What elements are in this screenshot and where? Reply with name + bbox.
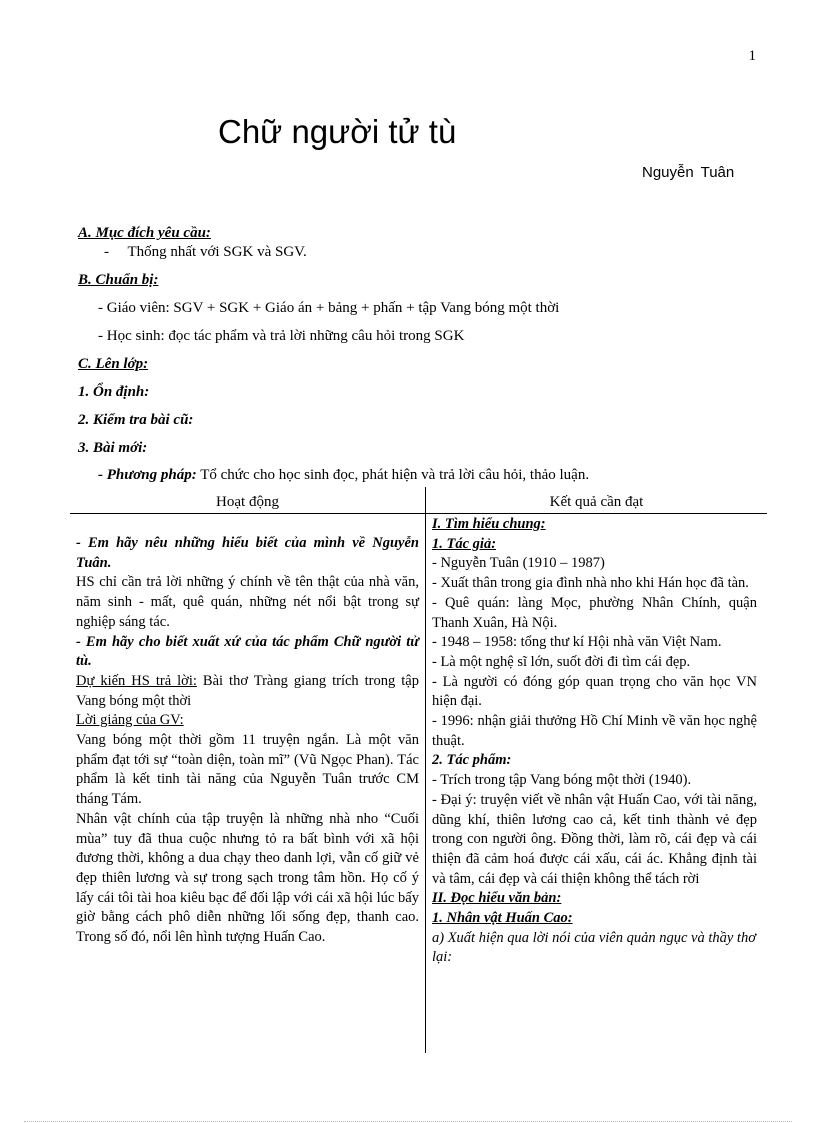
section-b-item-student: - Học sinh: đọc tác phẩm và trả lời những câu hỏi trong SGK [98, 328, 465, 344]
document-title: Chữ người tử tù [218, 113, 457, 150]
question-origin: - Em hãy cho biết xuất xứ của tác phẩm Chữ người tử tù. [76, 633, 419, 670]
document-author: Nguyễn Tuân [642, 164, 735, 181]
author-years: - Nguyễn Tuân (1910 – 1987) [432, 555, 605, 572]
huan-cao-appearance: a) Xuất hiện qua lời nói của viên quản ngục và thầy thơ lại: [432, 929, 756, 966]
table-header-divider [70, 513, 767, 514]
method-text: Tổ chức cho học sinh đọc, phát hiện và trả lời câu hỏi, thảo luận. [196, 467, 590, 483]
table-right-column [432, 515, 757, 968]
section-b-item-teacher: - Giáo viên: SGV + SGK + Giáo án + bảng + phấn + tập Vang bóng một thời [98, 300, 560, 316]
author-background: - Xuất thân trong gia đình nhà nho khi Hán học đã tàn. [432, 575, 749, 592]
teacher-lecture-para-1: Vang bóng một thời gồm 11 truyện ngắn. Là một văn phẩm đạt tới sự “toàn diện, toàn mĩ” (Vũ Ngọc Phan). Tác phẩm là kết tinh tài năng của Nguyễn Tuân trước CM tháng Tám. [76, 732, 419, 808]
table-header-activity: Hoạt động [216, 494, 279, 510]
author-award: - 1996: nhận giải thưởng Hồ Chí Minh về văn học nghệ thuật. [432, 713, 757, 749]
heading-general-understanding: I. Tìm hiểu chung: [432, 516, 546, 532]
page-number: 1 [748, 48, 756, 64]
section-c2: 2. Kiểm tra bài cũ: [78, 412, 194, 428]
table-header-results: Kết quả cần đạt [549, 494, 644, 510]
method-label: - Phương pháp: [98, 467, 197, 483]
expected-answer-label: Dự kiến HS trả lời: [76, 672, 197, 689]
question-author: - Em hãy nêu những hiểu biết của mình về Nguyễn Tuân. [76, 535, 419, 571]
expected-answer-text: Bài thơ Tràng giang trích trong tập Vang bóng một thời [76, 672, 419, 709]
teacher-lecture-para-2: Nhân vật chính của tập truyện là những nhà nho “Cuối mùa” tuy đã thua cuộc nhưng tỏ ra bất bình với xã hội đương thời, không a dua chạy theo danh lợi, vẫn cố giữ vẻ đẹp thiên lương và sự trong sạch trong tâm hồn. Họ cố ý lấy cái tôi tài hoa kiêu bạc để đối lập với cái xã hội lúc bấy giờ bằng cách phô diễn những lối sống đẹp, thanh cao. Trong số đó, nổi lên hình tượng Huấn Cao. [76, 810, 419, 946]
section-a-heading: A. Mục đích yêu cầu: [78, 225, 211, 241]
heading-author: 1. Tác giả: [432, 535, 497, 552]
answer-author: HS chỉ cần trả lời những ý chính về tên thật của nhà văn, năm sinh - mất, quê quán, những nét nổi bật trong sự nghiệp sáng tác. [76, 574, 419, 630]
heading-text-reading: II. Đọc hiểu văn bản: [432, 890, 562, 907]
work-summary: - Đại ý: truyện viết về nhân vật Huấn Cao, với tài năng, dũng khí, thiên lương cao cả, kết tinh thành vẻ đẹp trong con người ông. Đồng thời, làm rõ, cái đẹp và cái thiện đã cảm hoá được cái xấu, cái ác. Khẳng định tài và tâm, cái đẹp và cái thiện không thể tách rời [432, 791, 757, 887]
table-column-divider [425, 487, 426, 1053]
expected-answer [76, 672, 419, 711]
page-bottom-edge [24, 1121, 792, 1122]
section-c3: 3. Bài mới: [78, 440, 148, 456]
work-source: - Trích trong tập Vang bóng một thời (1940). [432, 772, 692, 789]
section-b-heading: B. Chuẩn bị: [78, 272, 159, 288]
author-contribution: - Là người có đóng góp quan trọng cho văn học VN hiện đại. [432, 673, 757, 710]
lesson-table [70, 487, 767, 1053]
table-left-column [76, 534, 419, 948]
teacher-lecture-label: Lời giảng của GV: [76, 712, 184, 729]
heading-huan-cao: 1. Nhân vật Huấn Cao: [432, 910, 573, 927]
author-artist: - Là một nghệ sĩ lớn, suốt đời đi tìm cái đẹp. [432, 653, 691, 670]
section-a-item: - Thống nhất với SGK và SGV. [104, 244, 307, 260]
section-c-heading: C. Lên lớp: [78, 356, 149, 372]
heading-work: 2. Tác phẩm: [432, 752, 512, 769]
author-hometown: - Quê quán: làng Mọc, phường Nhân Chính, quận Thanh Xuân, Hà Nội. [432, 594, 757, 631]
author-position: - 1948 – 1958: tổng thư kí Hội nhà văn Việt Nam. [432, 634, 722, 651]
method-line [98, 467, 589, 484]
section-c1: 1. Ổn định: [78, 384, 150, 400]
